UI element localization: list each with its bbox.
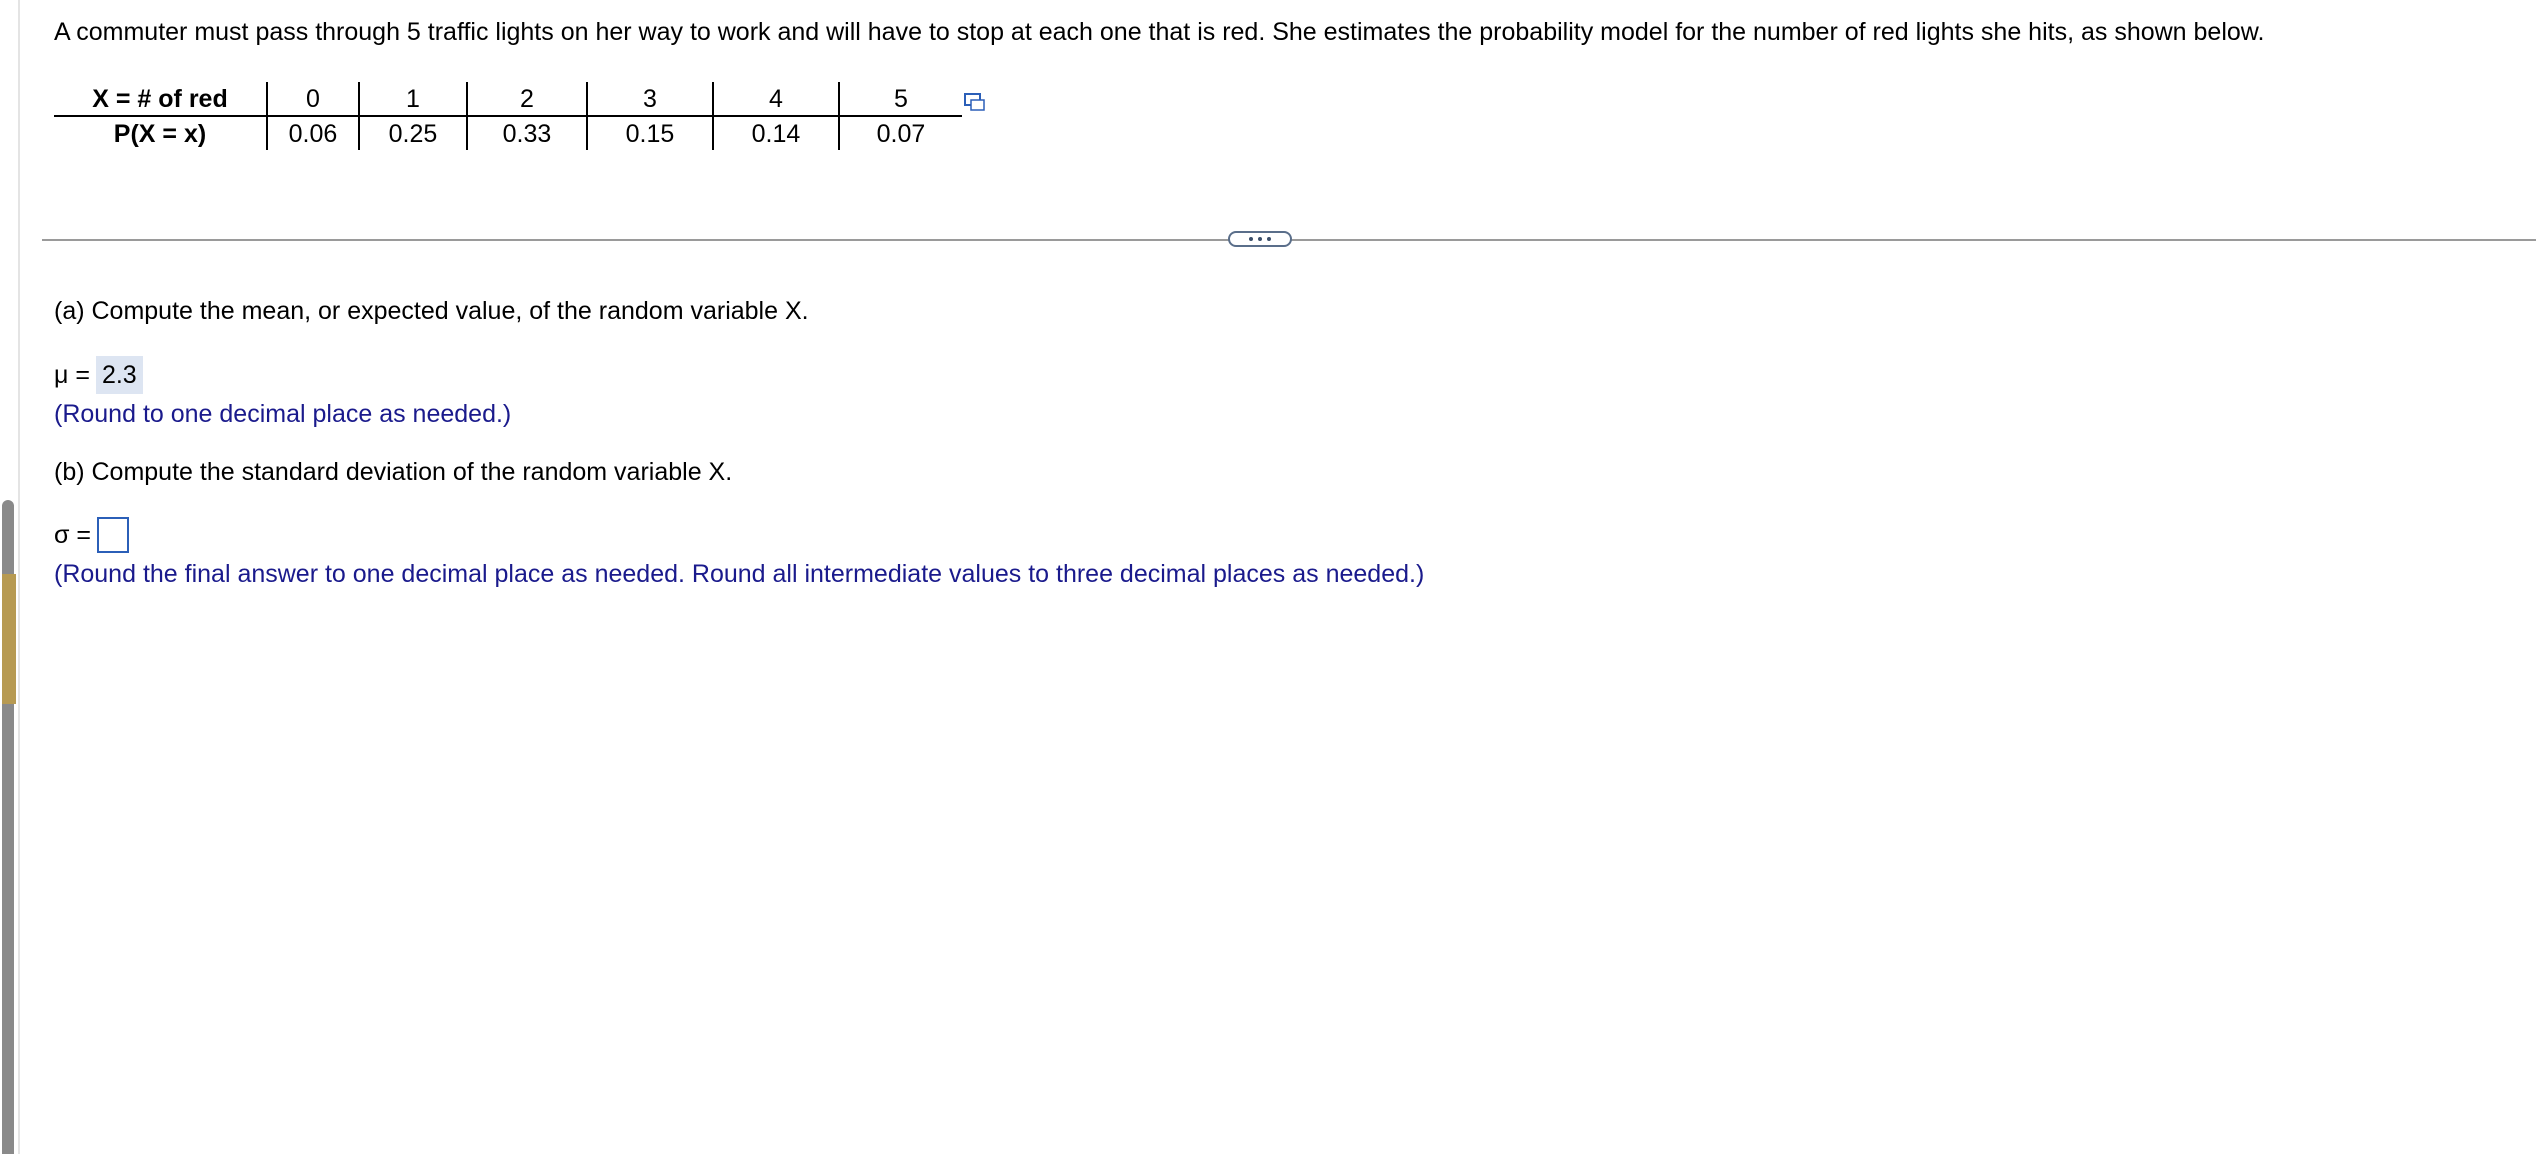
- sd-answer-input[interactable]: [97, 517, 129, 553]
- ellipsis-icon: [1267, 237, 1271, 241]
- copy-table-icon[interactable]: [964, 92, 986, 112]
- problem-intro: A commuter must pass through 5 traffic lights on her way to work and will have to stop at each one that is red. She estimates the probability model for the number of red lights she hits, as shown below.: [54, 18, 2265, 46]
- expand-more-button[interactable]: [1228, 231, 1292, 247]
- part-a-hint: (Round to one decimal place as needed.): [54, 400, 512, 428]
- p-value: 0.07: [839, 116, 962, 150]
- x-value: 4: [713, 82, 839, 116]
- x-header: X = # of red: [54, 82, 267, 116]
- ellipsis-icon: [1258, 237, 1262, 241]
- part-a-question: (a) Compute the mean, or expected value, of the random variable X.: [54, 297, 809, 325]
- p-value: 0.14: [713, 116, 839, 150]
- x-value: 2: [467, 82, 587, 116]
- table-row-x: [54, 82, 962, 116]
- part-b-answer-line: [54, 517, 129, 553]
- p-value: 0.33: [467, 116, 587, 150]
- x-value: 5: [839, 82, 962, 116]
- p-value: 0.06: [267, 116, 359, 150]
- mean-answer-field[interactable]: 2.3: [96, 356, 143, 394]
- sd-label: σ =: [54, 521, 91, 549]
- x-value: 1: [359, 82, 467, 116]
- table-row-p: [54, 116, 962, 150]
- part-b-hint: (Round the final answer to one decimal place as needed. Round all intermediate values to three decimal places as needed.): [54, 560, 1425, 588]
- p-value: 0.25: [359, 116, 467, 150]
- left-rail: [18, 0, 20, 1154]
- part-b-question: (b) Compute the standard deviation of the random variable X.: [54, 458, 733, 486]
- p-header: P(X = x): [113, 119, 207, 148]
- part-a-answer-line: [54, 356, 143, 394]
- scrollbar-highlight: [2, 574, 16, 704]
- x-value: 3: [587, 82, 713, 116]
- probability-table: [54, 82, 962, 150]
- ellipsis-icon: [1249, 237, 1253, 241]
- mean-label: μ =: [54, 361, 90, 389]
- x-value: 0: [267, 82, 359, 116]
- p-value: 0.15: [587, 116, 713, 150]
- scrollbar[interactable]: [0, 500, 18, 1154]
